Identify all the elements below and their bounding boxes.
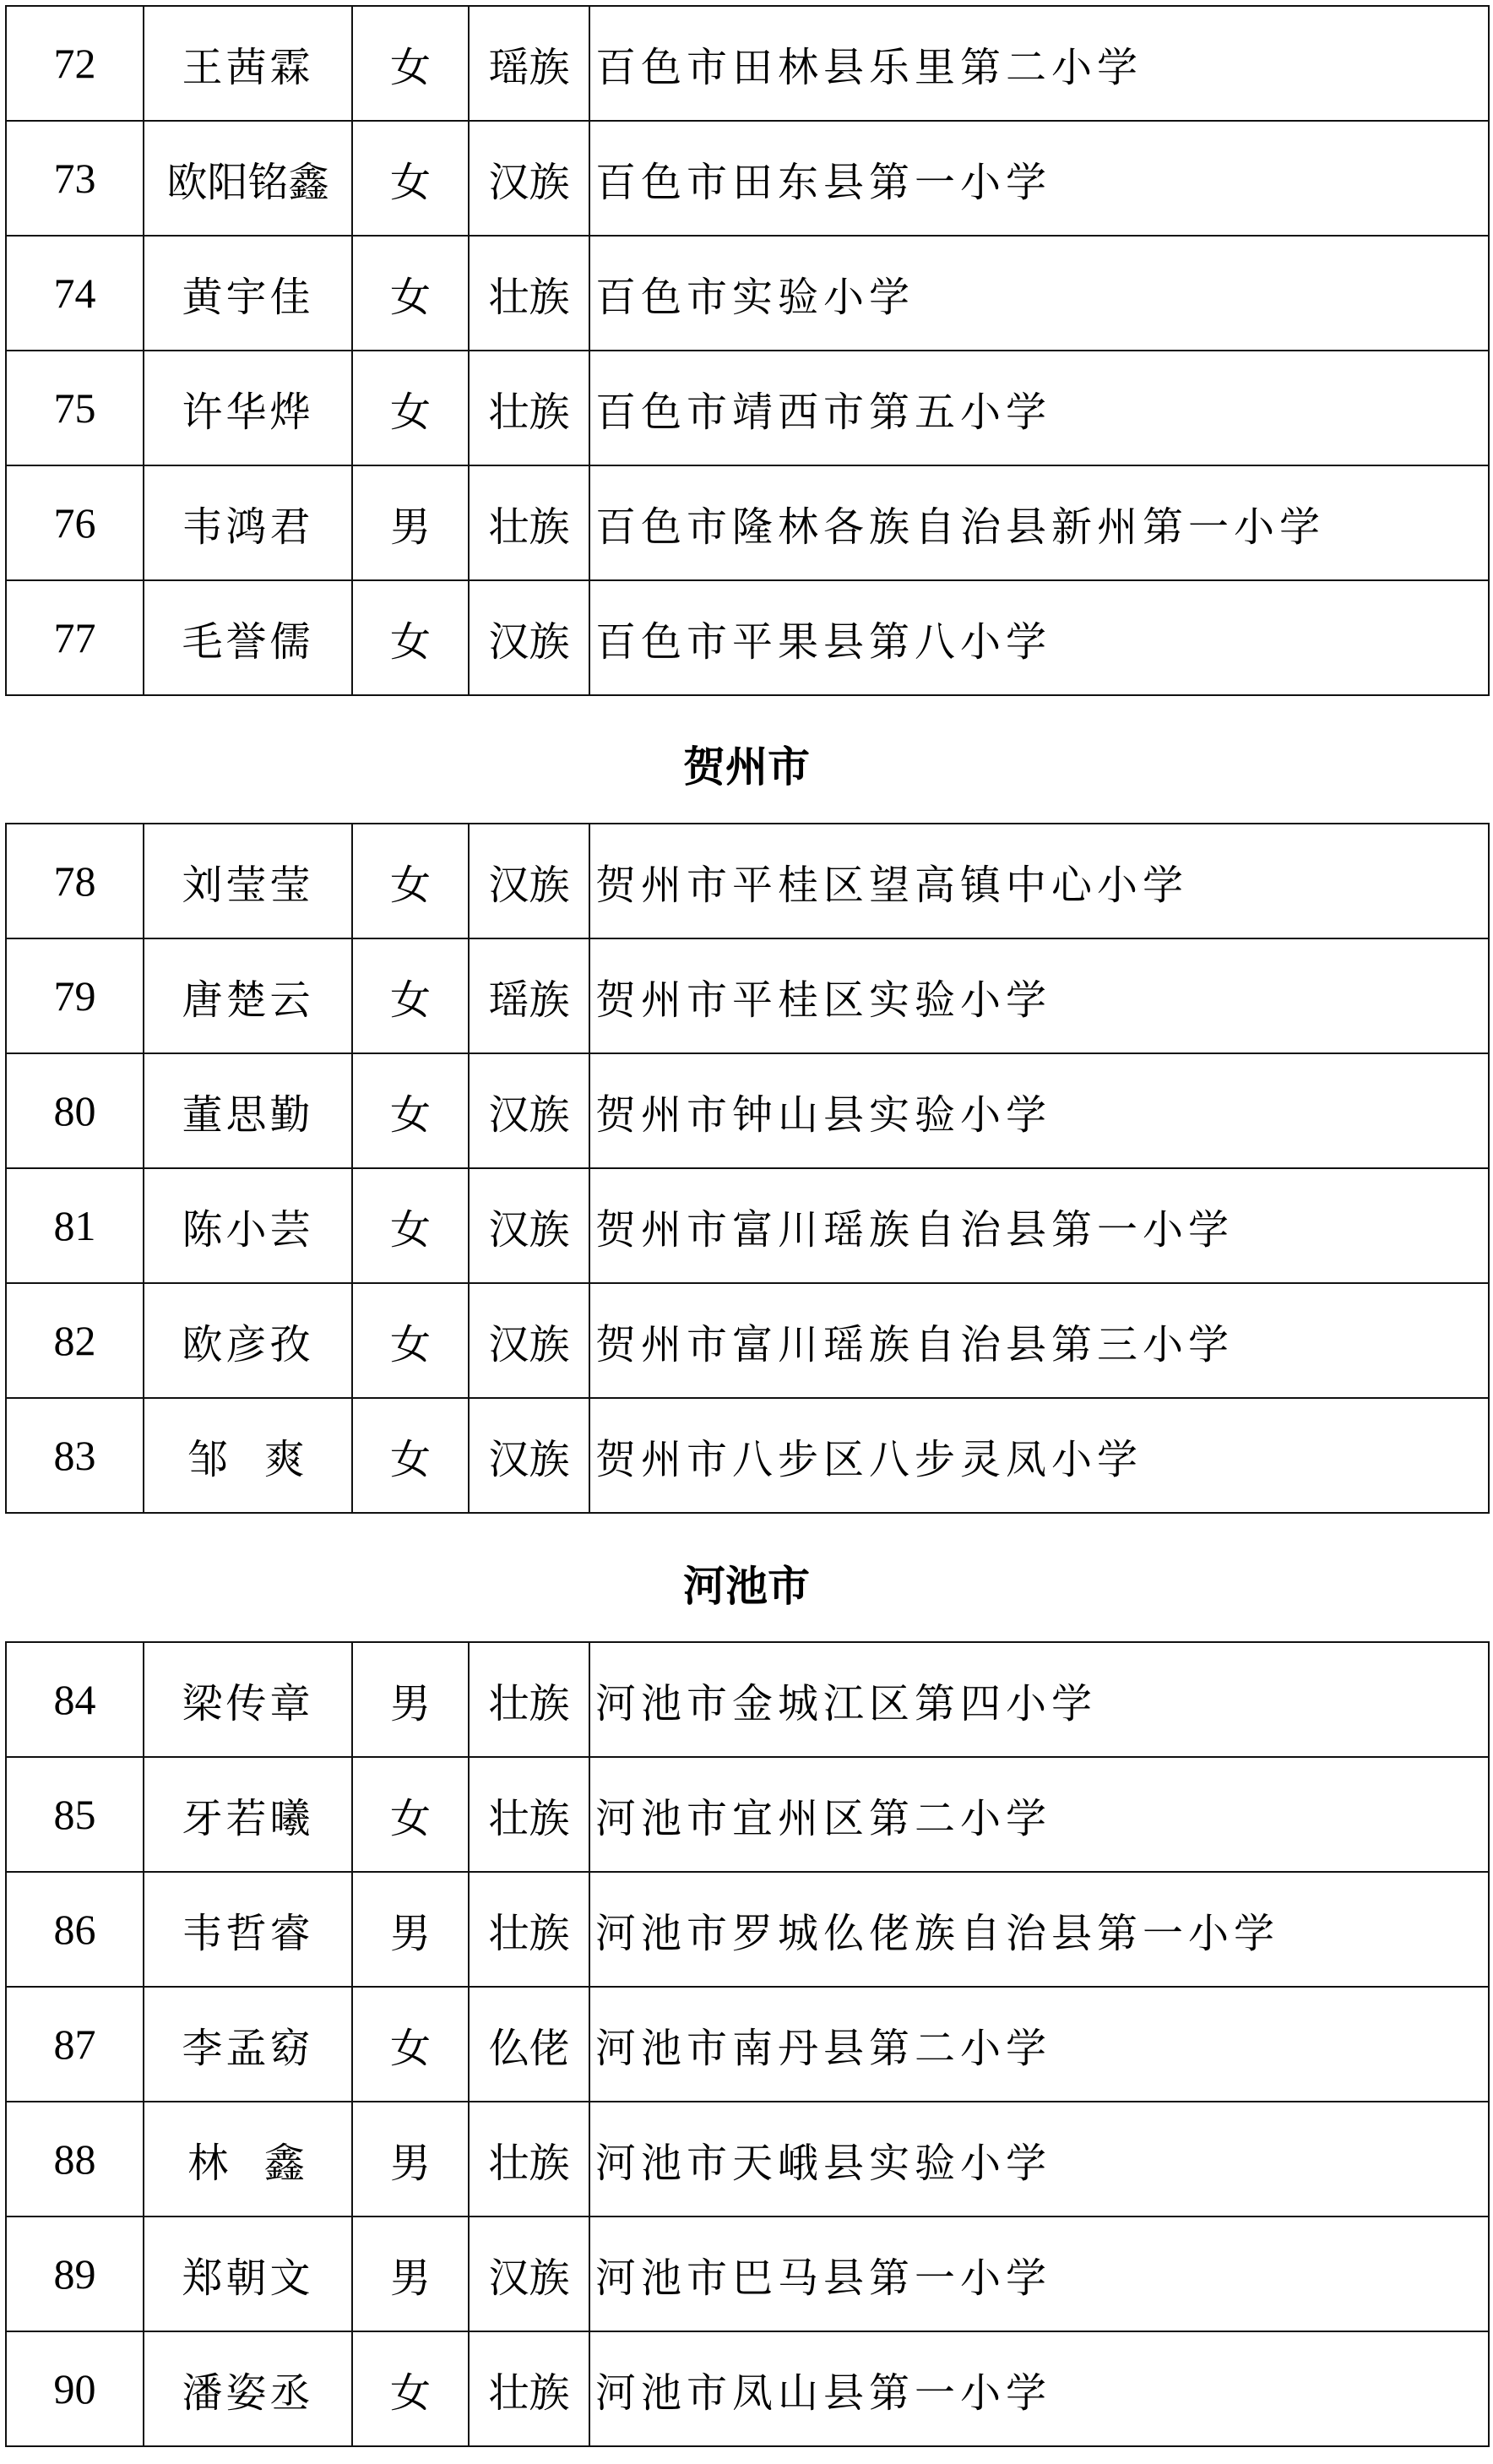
gender: 男 (352, 2217, 469, 2331)
student-name: 毛誉儒 (144, 580, 352, 695)
student-name: 牙若曦 (144, 1757, 352, 1872)
ethnicity: 汉族 (469, 580, 589, 695)
gender: 女 (352, 824, 469, 938)
student-name: 李孟窈 (144, 1987, 352, 2102)
gender: 女 (352, 580, 469, 695)
table-row (6, 2331, 1489, 2446)
row-number: 90 (6, 2331, 144, 2446)
row-number: 86 (6, 1872, 144, 1987)
school: 河池市天峨县实验小学 (589, 2102, 1489, 2217)
section-heading-hezhou: 贺州市 (683, 742, 810, 791)
ethnicity: 壮族 (469, 2102, 589, 2217)
gender: 女 (352, 1987, 469, 2102)
school: 百色市田林县乐里第二小学 (589, 6, 1489, 121)
student-name: 梁传章 (144, 1642, 352, 1757)
gender: 男 (352, 1642, 469, 1757)
student-name: 董思勤 (144, 1053, 352, 1168)
school: 百色市田东县第一小学 (589, 121, 1489, 236)
student-name: 刘莹莹 (144, 824, 352, 938)
table-row (6, 1168, 1489, 1283)
ethnicity: 瑶族 (469, 938, 589, 1053)
hezhou-table (5, 823, 1490, 1514)
ethnicity: 壮族 (469, 2331, 589, 2446)
gender: 男 (352, 2102, 469, 2217)
ethnicity: 汉族 (469, 1053, 589, 1168)
table-row (6, 351, 1489, 465)
table-row (6, 1053, 1489, 1168)
row-number: 87 (6, 1987, 144, 2102)
student-name: 欧阳铭鑫 (144, 121, 352, 236)
ethnicity: 瑶族 (469, 6, 589, 121)
ethnicity: 仫佬 (469, 1987, 589, 2102)
ethnicity: 壮族 (469, 1642, 589, 1757)
row-number: 73 (6, 121, 144, 236)
table-row (6, 824, 1489, 938)
gender: 女 (352, 1398, 469, 1513)
school: 百色市隆林各族自治县新州第一小学 (589, 465, 1489, 580)
row-number: 85 (6, 1757, 144, 1872)
gender: 女 (352, 236, 469, 351)
row-number: 84 (6, 1642, 144, 1757)
ethnicity: 壮族 (469, 236, 589, 351)
table-row (6, 1642, 1489, 1757)
gender: 女 (352, 1283, 469, 1398)
student-name: 邹 爽 (144, 1398, 352, 1513)
gender: 女 (352, 1053, 469, 1168)
row-number: 77 (6, 580, 144, 695)
row-number: 82 (6, 1283, 144, 1398)
table-row (6, 121, 1489, 236)
ethnicity: 壮族 (469, 1757, 589, 1872)
student-name: 韦鸿君 (144, 465, 352, 580)
row-number: 78 (6, 824, 144, 938)
school: 贺州市八步区八步灵凤小学 (589, 1398, 1489, 1513)
student-name: 郑朝文 (144, 2217, 352, 2331)
school: 河池市凤山县第一小学 (589, 2331, 1489, 2446)
student-name: 王茜霖 (144, 6, 352, 121)
gender: 女 (352, 351, 469, 465)
table-row (6, 465, 1489, 580)
school: 百色市平果县第八小学 (589, 580, 1489, 695)
ethnicity: 汉族 (469, 1398, 589, 1513)
gender: 女 (352, 6, 469, 121)
school: 河池市南丹县第二小学 (589, 1987, 1489, 2102)
table-row (6, 938, 1489, 1053)
gender: 女 (352, 938, 469, 1053)
ethnicity: 汉族 (469, 1168, 589, 1283)
student-name: 潘姿丞 (144, 2331, 352, 2446)
ethnicity: 汉族 (469, 121, 589, 236)
school: 河池市宜州区第二小学 (589, 1757, 1489, 1872)
row-number: 88 (6, 2102, 144, 2217)
table-row (6, 1987, 1489, 2102)
row-number: 83 (6, 1398, 144, 1513)
school: 贺州市富川瑶族自治县第三小学 (589, 1283, 1489, 1398)
student-name: 韦哲睿 (144, 1872, 352, 1987)
school: 贺州市钟山县实验小学 (589, 1053, 1489, 1168)
row-number: 81 (6, 1168, 144, 1283)
student-name: 陈小芸 (144, 1168, 352, 1283)
student-name: 许华烨 (144, 351, 352, 465)
school: 百色市靖西市第五小学 (589, 351, 1489, 465)
row-number: 79 (6, 938, 144, 1053)
school: 河池市金城江区第四小学 (589, 1642, 1489, 1757)
table-row (6, 2217, 1489, 2331)
ethnicity: 壮族 (469, 351, 589, 465)
hechi-table (5, 1641, 1490, 2447)
table-row (6, 2102, 1489, 2217)
baise-table (5, 5, 1490, 696)
student-name: 欧彦孜 (144, 1283, 352, 1398)
student-name: 唐楚云 (144, 938, 352, 1053)
section-heading-hechi: 河池市 (683, 1562, 810, 1611)
ethnicity: 汉族 (469, 1283, 589, 1398)
gender: 女 (352, 2331, 469, 2446)
row-number: 76 (6, 465, 144, 580)
row-number: 74 (6, 236, 144, 351)
table-row (6, 1757, 1489, 1872)
school: 贺州市富川瑶族自治县第一小学 (589, 1168, 1489, 1283)
school: 百色市实验小学 (589, 236, 1489, 351)
row-number: 75 (6, 351, 144, 465)
school: 贺州市平桂区实验小学 (589, 938, 1489, 1053)
student-name: 黄宇佳 (144, 236, 352, 351)
school: 河池市罗城仫佬族自治县第一小学 (589, 1872, 1489, 1987)
table-row (6, 1398, 1489, 1513)
table-row (6, 6, 1489, 121)
gender: 男 (352, 465, 469, 580)
ethnicity: 汉族 (469, 2217, 589, 2331)
school: 河池市巴马县第一小学 (589, 2217, 1489, 2331)
ethnicity: 汉族 (469, 824, 589, 938)
table-row (6, 1283, 1489, 1398)
row-number: 80 (6, 1053, 144, 1168)
school: 贺州市平桂区望高镇中心小学 (589, 824, 1489, 938)
table-row (6, 236, 1489, 351)
student-name: 林 鑫 (144, 2102, 352, 2217)
ethnicity: 壮族 (469, 1872, 589, 1987)
table-row (6, 1872, 1489, 1987)
gender: 男 (352, 1872, 469, 1987)
ethnicity: 壮族 (469, 465, 589, 580)
gender: 女 (352, 1757, 469, 1872)
table-row (6, 580, 1489, 695)
gender: 女 (352, 121, 469, 236)
row-number: 72 (6, 6, 144, 121)
gender: 女 (352, 1168, 469, 1283)
row-number: 89 (6, 2217, 144, 2331)
